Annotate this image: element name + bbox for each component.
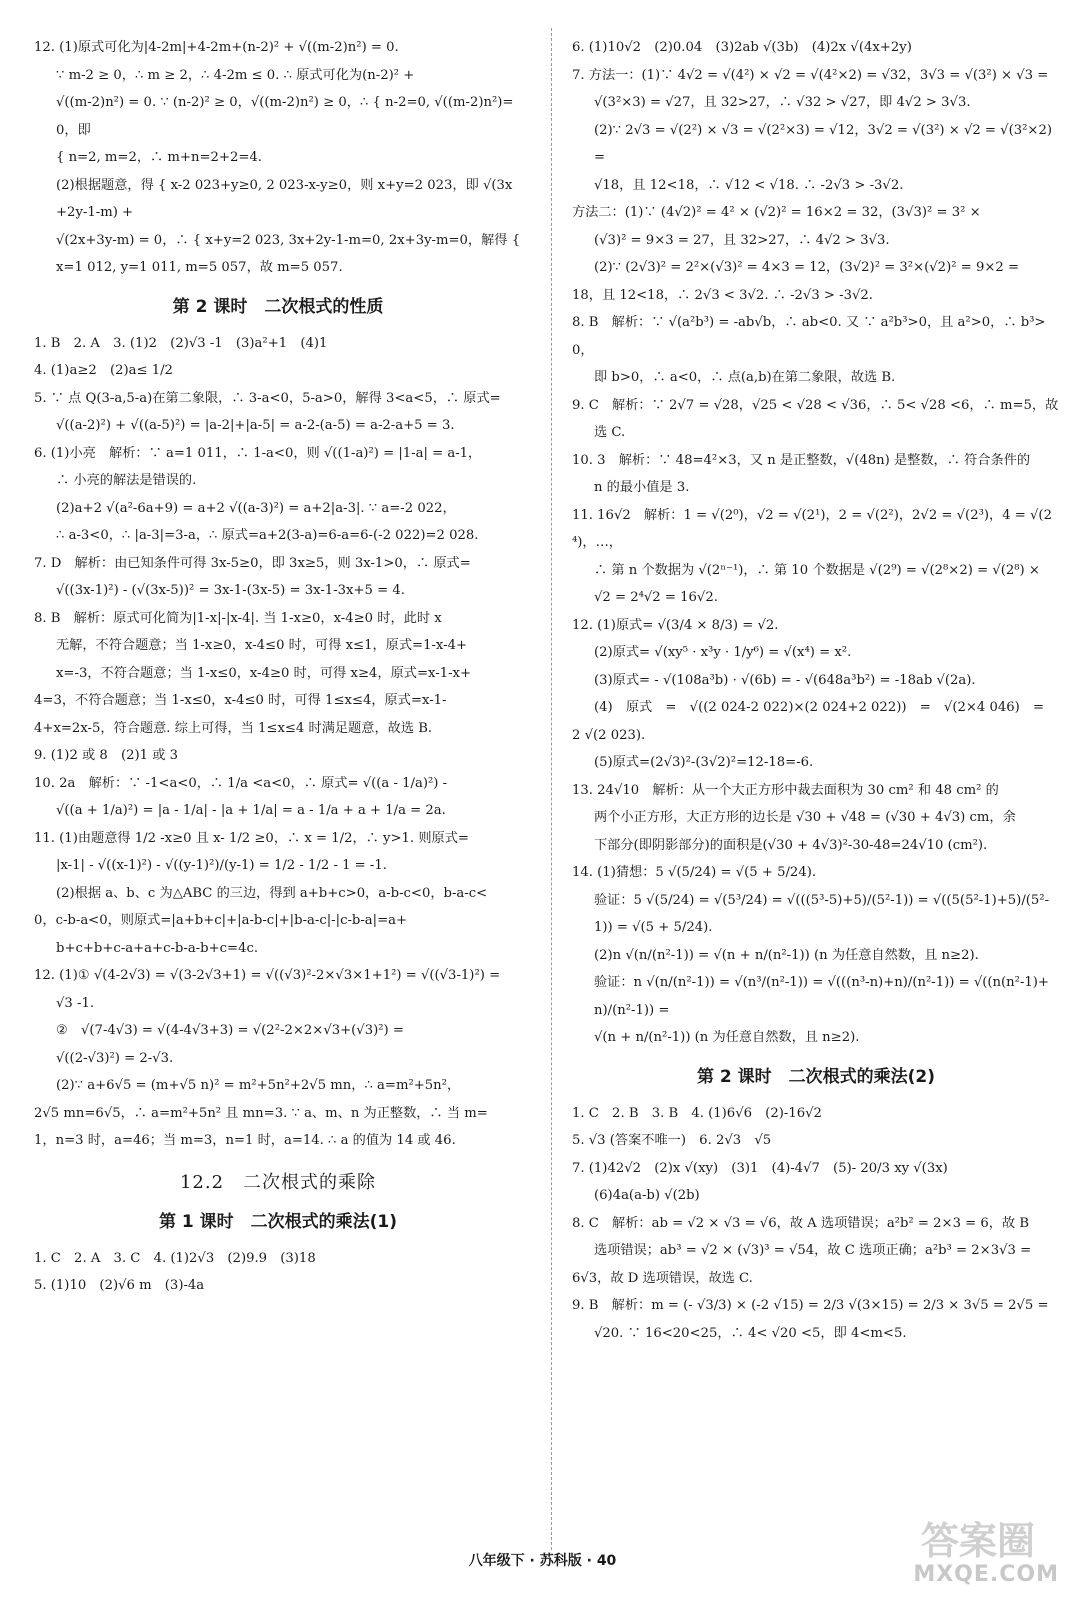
answer-line: 12. (1)原式可化为|4-2m|+4-2m+(n-2)² + √((m-2)n²) = 0. — [34, 40, 399, 55]
right-column — [572, 34, 1060, 1347]
watermark-text: MXQE.COM — [913, 1562, 1059, 1587]
answer-line: (2)∵ 2√3 = √(2²) × √3 = √(2²×3) = √12，3√2 = √(3²) × √2 = √(3²×2) = — [594, 122, 1057, 165]
answer-line: 7. 方法一：(1)∵ 4√2 = √(4²) × √2 = √(4²×2) = √32，3√3 = √(3²) × √3 = — [572, 67, 1049, 83]
answer-line: (5)原式=(2√3)²-(3√2)²=12-18=-6. — [594, 755, 814, 770]
answer-line: ∴ 第 n 个数据为 √(2ⁿ⁻¹)，∴ 第 10 个数据是 √(2⁹) = √(2⁸×2) = √(2⁸) × — [594, 562, 1040, 578]
answer-line: 7. (1)42√2 (2)x √(xy) (3)1 (4)-4√7 (5)- 20/3 xy √(3x) — [572, 1160, 948, 1176]
answer-line: 6. (1)小亮 解析：∵ a=1 011，∴ 1-a<0，则 √((1-a)²) = |1-a| = a-1， — [34, 445, 482, 461]
answer-line: 11. (1)由题意得 1/2 -x≥0 且 x- 1/2 ≥0，∴ x = 1/2，∴ y>1. 则原式= — [34, 830, 469, 846]
answer-line: 5. √3 (答案不唯一) 6. 2√3 √5 — [572, 1133, 772, 1148]
answer-line: ∴ a-3<0，∴ |a-3|=3-a，∴ 原式=a+2(3-a)=6-a=6-(-2 022)=2 028. — [56, 528, 479, 543]
answer-line: 选项错误；ab³ = √2 × (√3)³ = √54，故 C 选项正确；a²b³ = 2×3√3 = — [594, 1243, 1032, 1258]
answer-line: √3 -1. — [56, 995, 95, 1011]
answer-line: (2)n √(n/(n²-1)) = √(n + n/(n²-1)) (n 为任意自然数，且 n≥2). — [594, 947, 979, 963]
answer-line: ② √(7-4√3) = √(4-4√3+3) = √(2²-2×2×√3+(√3)²) = — [56, 1023, 404, 1038]
answer-line: 9. C 解析：∵ 2√7 = √28，√25 < √28 < √36，∴ 5< √28 <6，∴ m=5，故 — [572, 397, 1059, 413]
answer-line: 5. (1)10 (2)√6 m (3)-4a — [34, 1278, 205, 1293]
answer-line: √((m-2)n²) = 0. ∵ (n-2)² ≥ 0，√((m-2)n²) ≥ 0，∴ { n-2=0, √((m-2)n²)=0，即 — [56, 95, 514, 138]
answer-line: 9. B 解析：m = (- √3/3) × (-2 √15) = 2/3 √(3×15) = 2/3 × 3√5 = 2√5 = — [572, 1298, 1049, 1313]
left-column — [34, 34, 525, 1300]
answer-line: 4+x=2x-5，符合题意. 综上可得，当 1≤x≤4 时满足题意，故选 B. — [34, 720, 433, 736]
answer-line: b+c+b+c-a+a+c-b-a-b+c=4c. — [56, 940, 259, 956]
answer-line: 验证：n √(n/(n²-1)) = √(n³/(n²-1)) = √(((n³-n)+n)/(n²-1)) = √((n(n²-1)+n)/(n²-1)) = — [594, 975, 1049, 1018]
answer-line: 下部分(即阴影部分)的面积是(√30 + 4√3)²-30-48=24√10 (cm²). — [594, 837, 988, 853]
answer-line: 选 C. — [594, 425, 626, 440]
answer-line: 无解，不符合题意；当 1-x≥0，x-4≤0 时，可得 x≤1，原式=1-x-4+ — [56, 638, 468, 653]
answer-line: 11. 16√2 解析：1 = √(2⁰)，√2 = √(2¹)，2 = √(2²)，2√2 = √(2³)，4 = √(2⁴)，…， — [572, 507, 1052, 550]
answer-line: x=-3，不符合题意；当 1-x≤0，x-4≥0 时，可得 x≥4，原式=x-1-x+ — [56, 665, 472, 681]
answer-line: (3)原式= - √(108a³b) · √(6b) = - √(648a³b²) = -18ab √(2a). — [594, 672, 976, 688]
answer-line: √((a-2)²) + √((a-5)²) = |a-2|+|a-5| = a-2-(a-5) = a-2-a+5 = 3. — [56, 418, 455, 433]
answer-line: 9. (1)2 或 8 (2)1 或 3 — [34, 748, 179, 763]
answer-line: (2)a+2 √(a²-6a+9) = a+2 √((a-3)²) = a+2|a-3|. ∵ a=-2 022， — [56, 500, 456, 516]
answer-line: 18，且 12<18，∴ 2√3 < 3√2. ∴ -2√3 > -3√2. — [572, 287, 873, 303]
answer-line: 0，c-b-a<0，则原式=|a+b+c|+|a-b-c|+|b-a-c|-|c-b-a|=a+ — [34, 913, 408, 928]
answer-line: √(2x+3y-m) = 0，∴ { x+y=2 023, 3x+2y-1-m=0, 2x+3y-m=0，解得 { x=1 012, y=1 011, m=5 057，故 m=5 057. — [56, 232, 525, 275]
answer-line: 1. B 2. A 3. (1)2 (2)√3 -1 (3)a²+1 (4)1 — [34, 335, 328, 351]
answer-line: 13. 24√10 解析：从一个大正方形中裁去面积为 30 cm² 和 48 cm² 的 — [572, 782, 999, 798]
answer-line: √(3²×3) = √27，且 32>27，∴ √32 > √27，即 4√2 > 3√3. — [594, 95, 971, 110]
answer-line: 8. B 解析：原式可化简为|1-x|-|x-4|. 当 1-x≥0，x-4≥0 时，此时 x — [34, 610, 442, 626]
answer-line: 10. 2a 解析：∵ -1<a<0，∴ 1/a <a<0，∴ 原式= √((a - 1/a)²) - — [34, 775, 448, 791]
answer-line: 1. C 2. B 3. B 4. (1)6√6 (2)-16√2 — [572, 1105, 822, 1121]
answer-line: { n=2, m=2，∴ m+n=2+2=4. — [56, 150, 262, 165]
answer-line: √(n + n/(n²-1)) (n 为任意自然数，且 n≥2). — [594, 1030, 860, 1045]
answer-line: √20. ∵ 16<20<25，∴ 4< √20 <5，即 4<m<5. — [594, 1325, 907, 1341]
answer-line: ∴ 小亮的解法是错误的. — [56, 473, 197, 488]
chapter-heading: 12.2 二次根式的乘除 — [179, 1171, 377, 1193]
answer-line: 1. C 2. A 3. C 4. (1)2√3 (2)9.9 (3)18 — [34, 1250, 316, 1266]
answer-line: √((a + 1/a)²) = |a - 1/a| - |a + 1/a| = a - 1/a + a + 1/a = 2a. — [56, 803, 446, 818]
answer-line: 8. C 解析：ab = √2 × √3 = √6，故 A 选项错误；a²b² = 2×3 = 6，故 B — [572, 1215, 1030, 1231]
answer-line: (6)4a(a-b) √(2b) — [594, 1188, 700, 1203]
page-footer: 八年级下 · 苏科版 · 40 — [468, 1553, 617, 1569]
answer-line: (2)根据题意，得 { x-2 023+y≥0, 2 023-x-y≥0，则 x+y=2 023，即 √(3x+2y-1-m) + — [56, 177, 513, 220]
section-heading: 第 2 课时 二次根式的性质 — [172, 296, 384, 317]
section-heading: 第 2 课时 二次根式的乘法(2) — [696, 1066, 936, 1087]
answer-line: 8. B 解析：∵ √(a²b³) = -ab√b，∴ ab<0. 又 ∵ a²b³>0，且 a²>0，∴ b³>0， — [572, 315, 1046, 358]
answer-line: 6. (1)10√2 (2)0.04 (3)2ab √(3b) (4)2x √(4x+2y) — [572, 40, 912, 55]
answer-line: ∵ m-2 ≥ 0，∴ m ≥ 2，∴ 4-2m ≤ 0. ∴ 原式可化为(n-2)² + — [56, 67, 415, 83]
answer-line: (2)∵ a+6√5 = (m+√5 n)² = m²+5n²+2√5 mn，∴ a=m²+5n²， — [56, 1078, 461, 1093]
answer-line: 1，n=3 时，a=46；当 m=3，n=1 时，a=14. ∴ a 的值为 14 或 46. — [34, 1133, 456, 1148]
answer-line: 两个小正方形，大正方形的边长是 √30 + √48 = (√30 + 4√3) cm，余 — [594, 810, 1016, 825]
answer-line: |x-1| - √((x-1)²) - √((y-1)²)/(y-1) = 1/2 - 1/2 - 1 = -1. — [56, 858, 387, 873]
answer-line: 方法二：(1)∵ (4√2)² = 4² × (√2)² = 16×2 = 32，(3√3)² = 3² × — [572, 205, 981, 220]
answer-line: 12. (1)① √(4-2√3) = √(3-2√3+1) = √((√3)²-2×√3×1+1²) = √((√3-1)²) = — [34, 968, 501, 983]
answer-line: 2√5 mn=6√5，∴ a=m²+5n² 且 mn=3. ∵ a、m、n 为正整数，∴ 当 m= — [34, 1105, 488, 1121]
answer-line: 6√3，故 D 选项错误，故选 C. — [572, 1270, 753, 1286]
answer-line: 10. 3 解析：∵ 48=4²×3，又 n 是正整数，√(48n) 是整数，∴ 符合条件的 — [572, 452, 1031, 468]
answer-line: 2 √(2 023). — [572, 727, 646, 743]
answer-line: 14. (1)猜想：5 √(5/24) = √(5 + 5/24). — [572, 865, 817, 880]
answer-line: √((3x-1)²) - (√(3x-5))² = 3x-1-(3x-5) = 3x-1-3x+5 = 4. — [56, 583, 405, 598]
answer-line: (√3)² = 9×3 = 27，且 32>27，∴ 4√2 > 3√3. — [594, 232, 890, 248]
answer-line: √2 = 2⁴√2 = 16√2. — [594, 590, 718, 605]
svg-text:答案圈: 答案圈 — [921, 1519, 1036, 1563]
answer-line: (2)∵ (2√3)² = 2²×(√3)² = 4×3 = 12，(3√2)² = 3²×(√2)² = 9×2 = — [594, 260, 1020, 275]
answer-line: √((2-√3)²) = 2-√3. — [56, 1050, 174, 1066]
answer-line: (4) 原式 = √((2 024-2 022)×(2 024+2 022)) = √(2×4 046) = — [594, 700, 1045, 715]
answer-line: (2)根据 a、b、c 为△ABC 的三边，得到 a+b+c>0，a-b-c<0，b-a-c< — [56, 885, 488, 901]
answer-line: √18，且 12<18，∴ √12 < √18. ∴ -2√3 > -3√2. — [594, 177, 904, 193]
answer-line: 5. ∵ 点 Q(3-a,5-a)在第二象限，∴ 3-a<0，5-a>0，解得 3<a<5，∴ 原式= — [34, 390, 501, 406]
section-heading: 第 1 课时 二次根式的乘法(1) — [158, 1211, 398, 1232]
answer-line: 验证：5 √(5/24) = √(5³/24) = √(((5³-5)+5)/(5²-1)) = √((5(5²-1)+5)/(5²-1)) = √(5 + 5/24). — [594, 892, 1050, 935]
answer-line: (2)原式= √(xy⁵ · x³y · 1/y⁶) = √(x⁴) = x². — [594, 645, 852, 660]
answer-line: 4. (1)a≥2 (2)a≤ 1/2 — [34, 363, 173, 378]
answer-line: 4=3，不符合题意；当 1-x≤0，x-4≤0 时，可得 1≤x≤4，原式=x-1- — [34, 693, 447, 708]
column-divider — [551, 28, 552, 1550]
answer-line: 7. D 解析：由已知条件可得 3x-5≥0，即 3x≥5，则 3x-1>0，∴ 原式= — [34, 555, 471, 571]
answer-line: 12. (1)原式= √(3/4 × 8/3) = √2. — [572, 617, 779, 633]
answer-line: 即 b>0，∴ a<0，∴ 点(a,b)在第二象限，故选 B. — [594, 370, 896, 385]
answer-line: n 的最小值是 3. — [594, 480, 690, 495]
